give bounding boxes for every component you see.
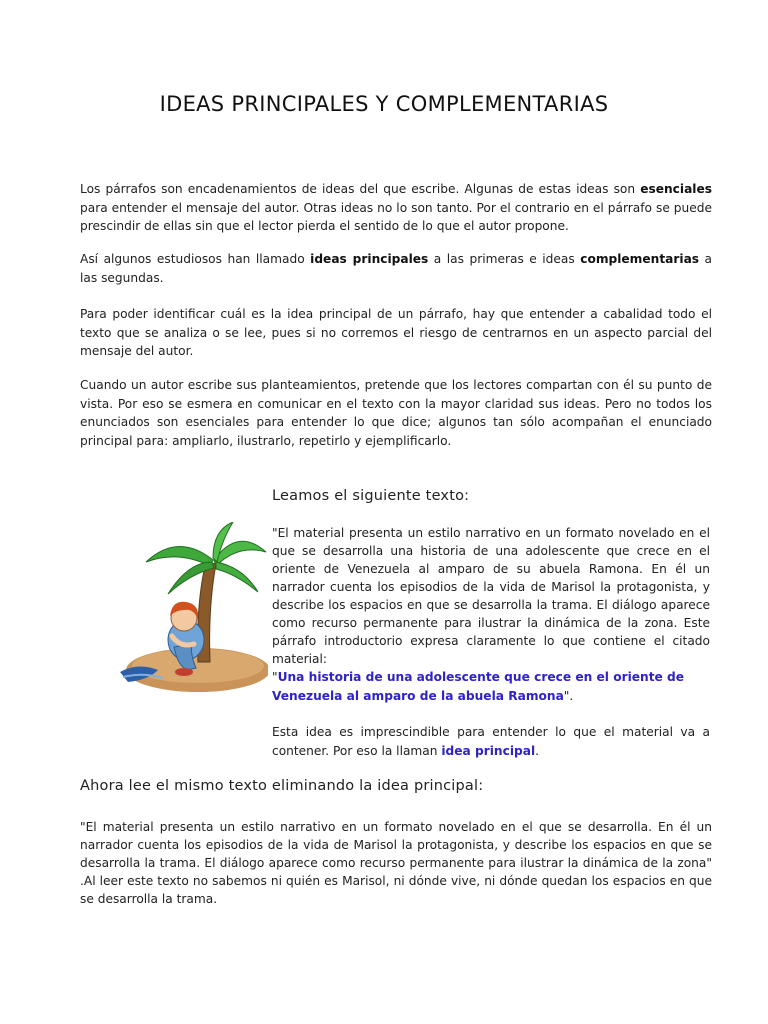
conclusion-end: . — [535, 743, 540, 758]
intro-paragraph — [80, 180, 712, 236]
quote-open: " — [272, 670, 278, 684]
conclusion-text: Esta idea es imprescindible para entender lo que el material va a contener. Por eso la llaman — [272, 725, 710, 758]
definition-bold-principales: ideas principales — [310, 252, 429, 266]
final-paragraph: "El material presenta un estilo narrativo en un formato novelado en el que se desarrolla. En él un narrador cuenta los episodios de la vida de Marisol la protagonista, y describe los espacios en que se desarrolla la trama. El diálogo aparece como recurso permanente para ilustrar la dinámica de la zona" .Al leer este texto no sabemos ni quién es Marisol, ni dónde vive, ni dónde quedan los espacios en que se desarrolla la trama. — [80, 820, 712, 906]
intro-text-2: para entender el mensaje del autor. Otras ideas no lo son tanto. Por el contrario en el párrafo se puede prescindir de ellas sin que el lector pierda el sentido de lo que el autor propone. — [80, 200, 712, 233]
definition-text-3: a las segundas. — [80, 252, 713, 285]
intro-text-1: Los párrafos son encadenamientos de ideas del que escribe. Algunas de estas ideas son — [80, 182, 641, 196]
identify-paragraph: Para poder identificar cuál es la idea principal de un párrafo, hay que entender a cabalidad todo el texto que se analiza o se lee, pues si no corremos el riesgo de centrarnos en un aspecto parcial del mensaje del autor. — [80, 307, 712, 358]
definition-text-2: a las primeras e ideas — [428, 252, 581, 266]
excerpt-paragraph: "El material presenta un estilo narrativo en un formato novelado en el que se desarrolla una historia de una adolescente que crece en el oriente de Venezuela al amparo de su abuela Ramona. En él un narrador cuenta los episodios de la vida de Marisol la protagonista, y describe los espacios en que se desarrolla la trama. El diálogo aparece como recurso permanente para ilustrar la dinámica de la zona. Este párrafo introductorio expresa claramente lo que contiene el citado material: — [272, 526, 710, 666]
page-title: IDEAS PRINCIPALES Y COMPLEMENTARIAS — [159, 92, 609, 116]
now-read-heading: Ahora lee el mismo texto eliminando la idea principal: — [80, 778, 484, 794]
conclusion-highlight: idea principal — [441, 743, 536, 758]
definition-paragraph — [80, 250, 712, 287]
definition-text-1: Así algunos estudiosos han llamado — [80, 252, 311, 266]
conclusion-paragraph — [272, 723, 710, 760]
intro-bold-esenciales: esenciales — [640, 182, 712, 196]
read-heading: Leamos el siguiente texto: — [272, 488, 470, 504]
quote-close: ". — [563, 689, 574, 703]
main-idea-text: Una historia de una adolescente que crece en el oriente de Venezuela al amparo de la abuela Ramona — [272, 670, 685, 703]
main-idea-quote — [272, 668, 712, 706]
girl-under-palm-tree-icon — [118, 522, 268, 702]
author-paragraph: Cuando un autor escribe sus planteamientos, pretende que los lectores compartan con él su punto de vista. Por eso se esmera en comunicar en el texto con la mayor claridad sus ideas. Pero no todos los enunciados son esenciales para entender lo que dice; algunos tan sólo acompañan el enunciado principal para: ampliarlo, ilustrarlo, repetirlo y ejemplificarlo. — [80, 378, 712, 448]
definition-bold-complementarias: complementarias — [580, 252, 700, 266]
